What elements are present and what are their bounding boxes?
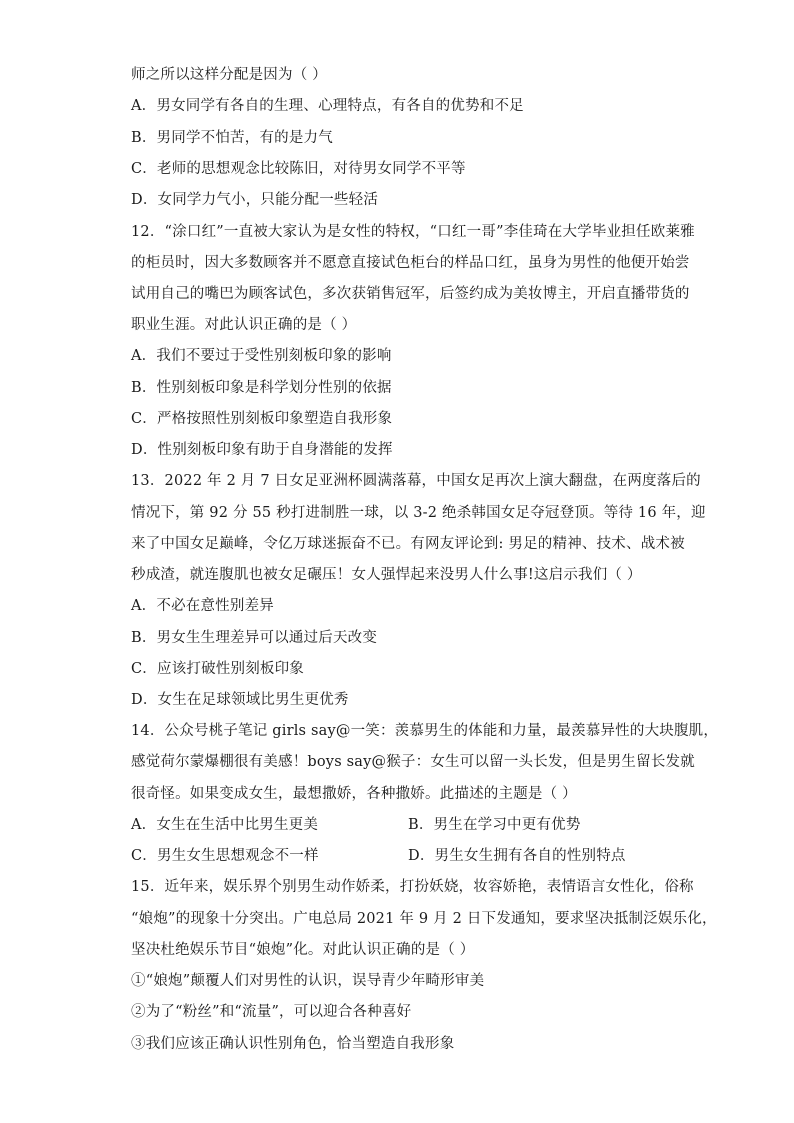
q12-stem-line-2: 的柜员时，因大多数顾客并不愿意直接试色柜台的样品口红，虽身为男性的他便开始尝 <box>131 255 690 271</box>
q12-stem-line-1: 12．“涂口红”一直被大家认为是女性的特权，“口红一哥”李佳琦在大学毕业担任欧莱雅 <box>131 224 695 240</box>
q13-stem-line-1: 13．2022 年 2 月 7 日女足亚洲杯圆满落幕，中国女足再次上演大翻盘，在两度落后的 <box>131 473 701 489</box>
q12-stem-line-3: 试用自己的嘴巴为顾客试色，多次获销售冠军，后签约成为美妆博主，开启直播带货的 <box>131 286 690 302</box>
q15-stem-line-3: 坚决杜绝娱乐节目“娘炮”化。对此认识正确的是（ ） <box>131 942 475 958</box>
q15-item-2: ②为了“粉丝”和“流量”，可以迎合各种喜好 <box>131 1004 412 1020</box>
q14-stem-line-1: 14．公众号桃子笔记 girls say@一笑：羡慕男生的体能和力量，最羡慕异性的大块腹肌， <box>131 723 719 739</box>
q13-option-a: A．不必在意性别差异 <box>131 598 274 614</box>
q12-stem-line-4: 职业生涯。对此认识正确的是（ ） <box>131 317 357 333</box>
q11-option-b: B．男同学不怕苦，有的是力气 <box>131 130 333 146</box>
q14-stem-line-2: 感觉荷尔蒙爆棚很有美感！boys say@猴子：女生可以留一头长发，但是男生留长发就 <box>131 754 695 770</box>
q15-stem-line-2: “娘炮”的现象十分突出。广电总局 2021 年 9 月 2 日下发通知，要求坚决抵制泛娱乐化， <box>131 911 717 927</box>
q11-option-d: D．女同学力气小，只能分配一些轻活 <box>131 192 379 208</box>
q12-option-a: A．我们不要过于受性别刻板印象的影响 <box>131 348 392 364</box>
q15-item-3: ③我们应该正确认识性别角色，恰当塑造自我形象 <box>131 1036 455 1052</box>
q13-stem-line-2: 情况下，第 92 分 55 秒打进制胜一球，以 3-2 绝杀韩国女足夺冠登顶。等待 16 年，迎 <box>131 505 706 521</box>
q11-option-c: C．老师的思想观念比较陈旧，对待男女同学不平等 <box>131 161 466 177</box>
q14-option-b: B．男生在学习中更有优势 <box>408 817 581 833</box>
q12-option-c: C．严格按照性别刻板印象塑造自我形象 <box>131 411 393 427</box>
q11-option-a: A．男女同学有各自的生理、心理特点，有各自的优势和不足 <box>131 98 524 114</box>
q14-option-c: C．男生女生思想观念不一样 <box>131 848 319 864</box>
q13-stem-line-4: 秒成渣，就连腹肌也被女足碾压！女人强悍起来没男人什么事!这启示我们（ ） <box>131 567 642 583</box>
q15-item-1: ①“娘炮”颠覆人们对男性的认识，误导青少年畸形审美 <box>131 973 485 989</box>
q14-option-d: D．男生女生拥有各自的性别特点 <box>408 848 626 864</box>
q14-stem-line-3: 很奇怪。如果变成女生，最想撒娇，各种撒娇。此描述的主题是（ ） <box>131 786 577 802</box>
q12-option-b: B．性别刻板印象是科学划分性别的依据 <box>131 380 392 396</box>
q14-option-a: A．女生在生活中比男生更美 <box>131 817 319 833</box>
q14-options-row-2 <box>131 846 671 866</box>
q13-stem-line-3: 来了中国女足巅峰，令亿万球迷振奋不已。有网友评论到: 男足的精神、技术、战术被 <box>131 536 685 552</box>
q14-options-row-1 <box>131 815 671 835</box>
q13-option-d: D．女生在足球领域比男生更优秀 <box>131 692 349 708</box>
q12-option-d: D．性别刻板印象有助于自身潜能的发挥 <box>131 442 393 458</box>
q15-stem-line-1: 15．近年来，娱乐界个别男生动作娇柔，打扮妖娆，妆容娇艳，表情语言女性化，俗称 <box>131 879 694 895</box>
q11-stem-tail: 师之所以这样分配是因为（ ） <box>131 67 327 83</box>
q13-option-c: C．应该打破性别刻板印象 <box>131 661 304 677</box>
q13-option-b: B．男女生生理差异可以通过后天改变 <box>131 630 378 646</box>
